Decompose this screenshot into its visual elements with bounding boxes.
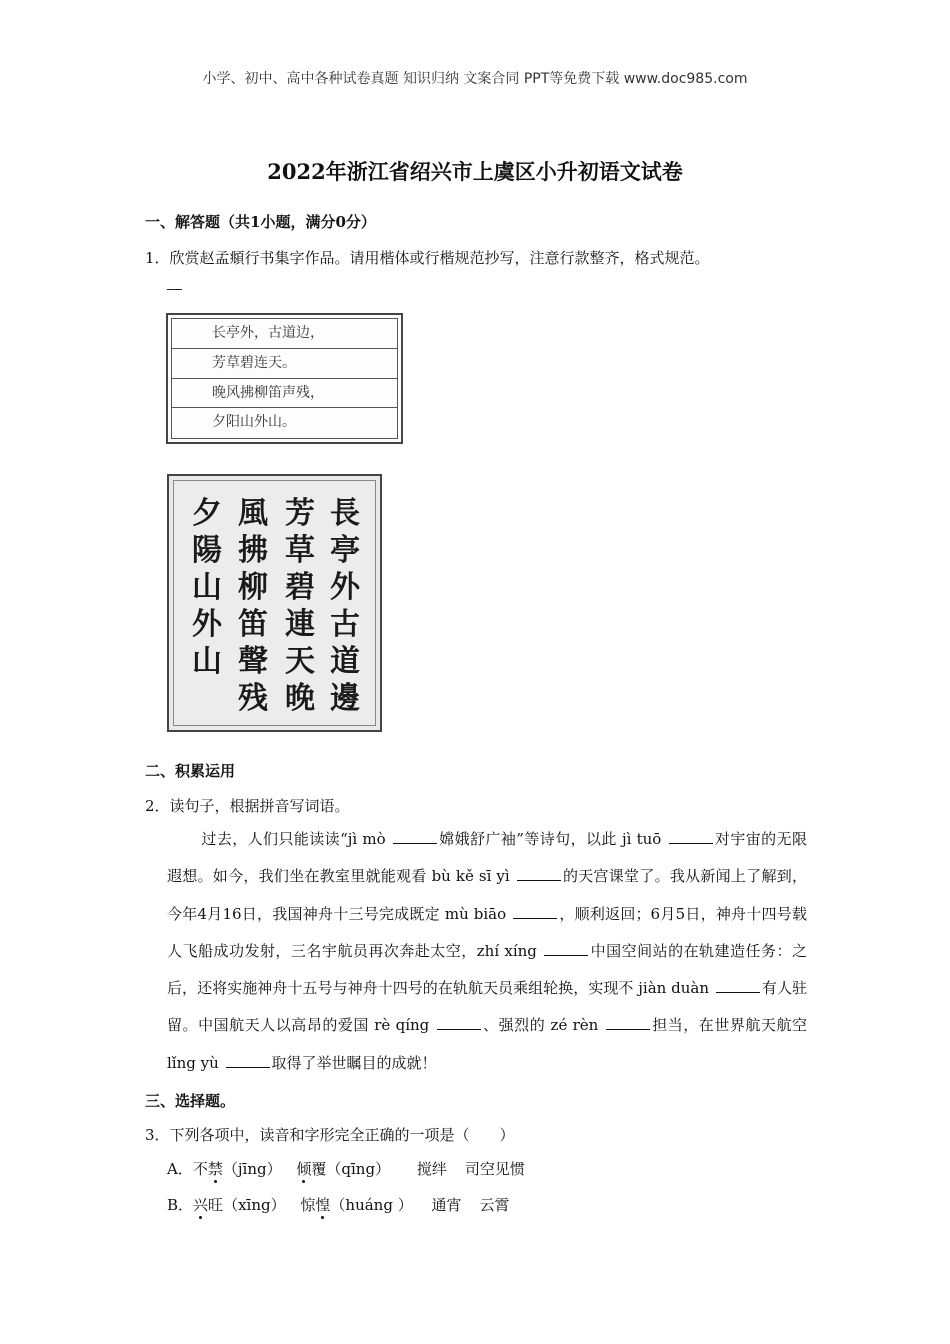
answer-blank[interactable]: [393, 831, 437, 844]
option-text: （huáng ）: [330, 1196, 413, 1214]
site-banner: 小学、初中、高中各种试卷真题 知识归纳 文案合同 PPT等免费下载 www.doc985.com: [202, 71, 748, 87]
passage-text: 对宇宙的无限遐想。如今，我们坐在教室里就能观看 bù kě sī yì: [167, 830, 807, 886]
option-letter: A．: [167, 1160, 193, 1178]
answer-blank[interactable]: [437, 1017, 481, 1030]
answer-blank[interactable]: [517, 868, 561, 881]
section3-heading: 三、选择题。: [145, 1092, 236, 1110]
calligraphy-column: 長亭外古道邊: [330, 496, 360, 716]
passage-text: 嫦娥舒广袖”等诗句，以此 jì tuō: [438, 830, 667, 848]
option-b[interactable]: [167, 1194, 520, 1215]
poem-line: 夕阳山外山。: [212, 414, 296, 431]
page-title: 2022年浙江省绍兴市上虞区小升初语文试卷: [267, 159, 683, 184]
option-text: （jīng）: [222, 1160, 282, 1178]
passage-text: 取得了举世瞩目的成就！: [271, 1053, 437, 1072]
answer-blank[interactable]: [669, 831, 713, 844]
passage-text: 、强烈的 zé rèn: [482, 1016, 604, 1035]
passage-text: 有人驻留。中国航天人以高昂的爱国 rè qíng: [167, 979, 807, 1035]
calligraphy-column: 夕陽山外山: [192, 496, 222, 679]
passage-text: 的天宫课堂了。我从新闻上了解到，今年4月16日，我国神舟十三号完成既定 mù biāo: [167, 867, 807, 923]
option-text: 云霄: [479, 1196, 510, 1214]
option-text: 覆: [311, 1160, 327, 1178]
answer-blank[interactable]: [513, 906, 557, 919]
calligraphy-column: 風拂柳笛聲残: [238, 496, 268, 716]
option-text: 倾: [296, 1160, 312, 1178]
calligraphy-column: 芳草碧連天晚: [285, 496, 315, 716]
option-a[interactable]: [167, 1158, 535, 1179]
poem-table: [166, 313, 403, 444]
poem-line: 长亭外，古道边，: [172, 319, 397, 349]
passage-text: 过去，人们只能读读“jì mò: [201, 830, 391, 848]
option-letter: B．: [167, 1196, 194, 1214]
passage-text: ，顺利返回；6月5日，神舟十四号载人飞船成功发射，三名宇航员再次奔赴太空，zhí xíng: [167, 904, 807, 960]
calligraphy-image: [167, 474, 382, 732]
option-text: 不: [192, 1160, 208, 1178]
passage-text: 中国空间站的在轨建造任务：之后，还将实施神舟十五号与神舟十四号的在轨航天员乘组轮换，实现不 jiàn duàn: [167, 941, 807, 998]
question-1: 1．欣赏赵孟頫行书集字作品。请用楷体或行楷规范抄写，注意行款整齐，格式规范。: [145, 249, 710, 267]
option-text: 司空见惯: [464, 1160, 525, 1178]
question-3: 3．下列各项中，读音和字形完全正确的一项是（ ）: [145, 1126, 515, 1144]
answer-blank[interactable]: [606, 1017, 650, 1030]
section1-heading: 一、解答题（共1小题，满分0分）: [145, 213, 376, 231]
option-text: 惊: [300, 1196, 316, 1214]
poem-line: 芳草碧连天。: [172, 349, 397, 379]
answer-blank[interactable]: [544, 943, 588, 956]
option-text: 旺: [208, 1196, 224, 1214]
question-2: 2．读句子，根据拼音写词语。: [145, 797, 350, 815]
option-text: 禁: [207, 1160, 223, 1178]
answer-blank[interactable]: [226, 1055, 270, 1068]
answer-blank[interactable]: [716, 980, 760, 993]
question-2-passage: [167, 821, 807, 1082]
option-text: 通宵: [431, 1196, 462, 1214]
poem-line: 晚风拂柳笛声残，: [172, 379, 397, 409]
dash-mark: [167, 289, 182, 290]
option-text: 搅绊: [416, 1160, 447, 1178]
option-text: （xīng）: [223, 1196, 286, 1214]
option-text: （qīng）: [326, 1160, 391, 1178]
passage-text: 担当，在世界航天航空 lǐng yù: [167, 1016, 808, 1072]
option-text: 兴: [193, 1196, 209, 1214]
option-text: 惶: [315, 1196, 331, 1214]
section2-heading: 二、积累运用: [145, 762, 236, 780]
